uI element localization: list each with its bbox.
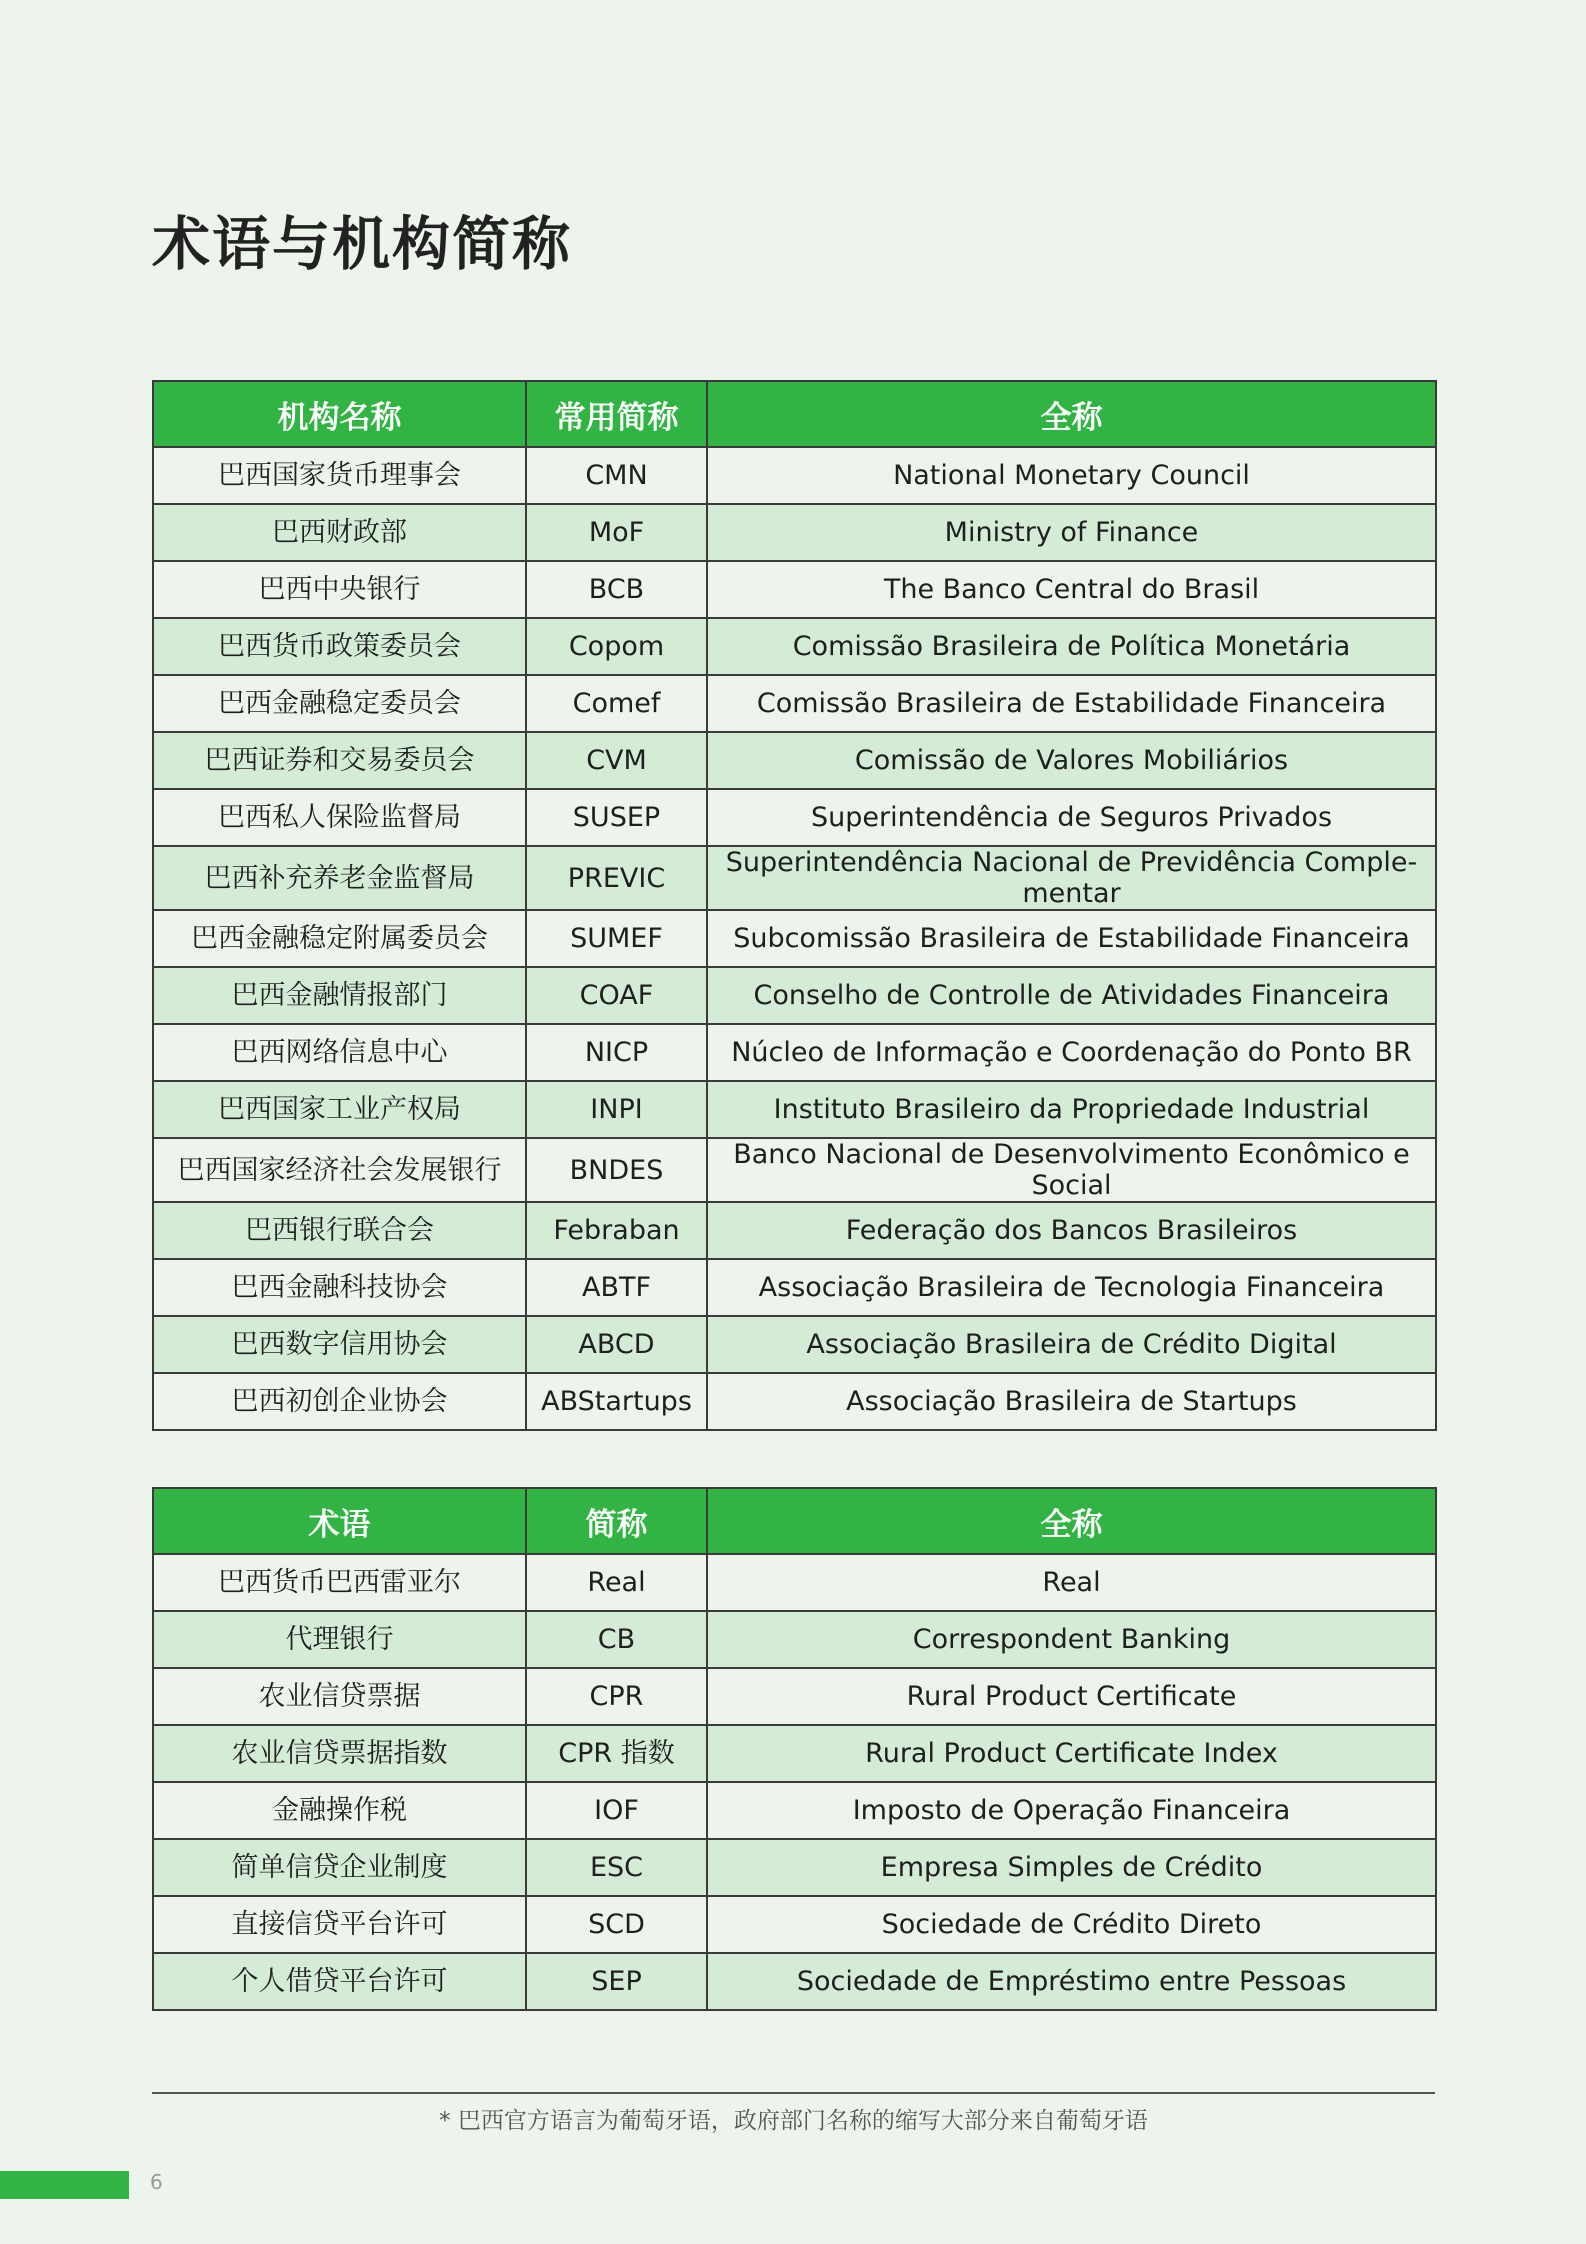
table-row [153, 675, 1436, 732]
cell-chinese-name: 巴西财政部 [153, 504, 526, 561]
cell-chinese-name: 直接信贷平台许可 [153, 1896, 526, 1953]
institutions-table [152, 380, 1437, 1431]
cell-full-name: National Monetary Council [707, 447, 1436, 504]
cell-chinese-name: 巴西金融科技协会 [153, 1259, 526, 1316]
cell-abbreviation: SUSEP [526, 789, 707, 846]
table-row [153, 447, 1436, 504]
table-row [153, 1782, 1436, 1839]
cell-abbreviation: SUMEF [526, 910, 707, 967]
cell-full-name: Correspondent Banking [707, 1611, 1436, 1668]
table-row [153, 1668, 1436, 1725]
cell-full-name: Instituto Brasileiro da Propriedade Industrial [707, 1081, 1436, 1138]
cell-chinese-name: 巴西中央银行 [153, 561, 526, 618]
table-row [153, 561, 1436, 618]
cell-abbreviation: ESC [526, 1839, 707, 1896]
cell-chinese-name: 巴西货币政策委员会 [153, 618, 526, 675]
cell-abbreviation: CVM [526, 732, 707, 789]
header-full-name: 全称 [707, 1488, 1436, 1554]
cell-full-name: Subcomissão Brasileira de Estabilidade Financeira [707, 910, 1436, 967]
cell-abbreviation: COAF [526, 967, 707, 1024]
cell-chinese-name: 巴西证券和交易委员会 [153, 732, 526, 789]
footnote: * 巴西官方语言为葡萄牙语，政府部门名称的缩写大部分来自葡萄牙语 [439, 2108, 1148, 2134]
cell-abbreviation: IOF [526, 1782, 707, 1839]
cell-chinese-name: 巴西补充养老金监督局 [153, 846, 526, 910]
cell-full-name: Núcleo de Informação e Coordenação do Ponto BR [707, 1024, 1436, 1081]
table-row [153, 1138, 1436, 1202]
cell-abbreviation: Copom [526, 618, 707, 675]
cell-full-name: Comissão Brasileira de Estabilidade Financeira [707, 675, 1436, 732]
cell-full-name: Sociedade de Empréstimo entre Pessoas [707, 1953, 1436, 2010]
table-row [153, 910, 1436, 967]
cell-full-name: Federação dos Bancos Brasileiros [707, 1202, 1436, 1259]
table-row [153, 1554, 1436, 1611]
cell-chinese-name: 巴西金融稳定委员会 [153, 675, 526, 732]
cell-full-name: Superintendência de Seguros Privados [707, 789, 1436, 846]
cell-chinese-name: 巴西网络信息中心 [153, 1024, 526, 1081]
cell-abbreviation: CB [526, 1611, 707, 1668]
cell-chinese-name: 巴西私人保险监督局 [153, 789, 526, 846]
cell-abbreviation: MoF [526, 504, 707, 561]
table-row [153, 1024, 1436, 1081]
cell-full-name: Rural Product Certificate Index [707, 1725, 1436, 1782]
cell-full-name: Ministry of Finance [707, 504, 1436, 561]
table-row [153, 732, 1436, 789]
cell-full-name: Associação Brasileira de Crédito Digital [707, 1316, 1436, 1373]
header-abbreviation: 简称 [526, 1488, 707, 1554]
cell-abbreviation: CMN [526, 447, 707, 504]
cell-chinese-name: 代理银行 [153, 1611, 526, 1668]
table-row [153, 789, 1436, 846]
header-institution-name: 机构名称 [153, 381, 526, 447]
header-abbreviation: 常用简称 [526, 381, 707, 447]
cell-abbreviation: SEP [526, 1953, 707, 2010]
cell-chinese-name: 农业信贷票据指数 [153, 1725, 526, 1782]
cell-full-name: Rural Product Certificate [707, 1668, 1436, 1725]
page-number: 6 [150, 2170, 163, 2194]
cell-chinese-name: 巴西国家经济社会发展银行 [153, 1138, 526, 1202]
cell-abbreviation: ABStartups [526, 1373, 707, 1430]
header-full-name: 全称 [707, 381, 1436, 447]
cell-abbreviation: INPI [526, 1081, 707, 1138]
table-row [153, 1316, 1436, 1373]
page-title: 术语与机构简称 [152, 210, 573, 278]
cell-chinese-name: 农业信贷票据 [153, 1668, 526, 1725]
table-row [153, 1373, 1436, 1430]
cell-abbreviation: BCB [526, 561, 707, 618]
cell-abbreviation: BNDES [526, 1138, 707, 1202]
cell-full-name: Comissão de Valores Mobiliários [707, 732, 1436, 789]
cell-full-name: Empresa Simples de Crédito [707, 1839, 1436, 1896]
table-row [153, 1081, 1436, 1138]
table-row [153, 504, 1436, 561]
table-row [153, 1839, 1436, 1896]
cell-abbreviation: Febraban [526, 1202, 707, 1259]
terms-table [152, 1487, 1437, 2011]
cell-abbreviation: CPR [526, 1668, 707, 1725]
cell-full-name: The Banco Central do Brasil [707, 561, 1436, 618]
cell-full-name: Real [707, 1554, 1436, 1611]
table-header-row [153, 1488, 1436, 1554]
footnote-divider [152, 2092, 1435, 2094]
page-accent-bar [0, 2171, 129, 2199]
cell-full-name: Banco Nacional de Desenvolvimento Econômico e Social [707, 1138, 1436, 1202]
cell-chinese-name: 巴西国家货币理事会 [153, 447, 526, 504]
header-term: 术语 [153, 1488, 526, 1554]
cell-chinese-name: 金融操作税 [153, 1782, 526, 1839]
cell-full-name: Superintendência Nacional de Previdência Comple-mentar [707, 846, 1436, 910]
cell-abbreviation: Real [526, 1554, 707, 1611]
cell-abbreviation: CPR 指数 [526, 1725, 707, 1782]
cell-chinese-name: 个人借贷平台许可 [153, 1953, 526, 2010]
table-header-row [153, 381, 1436, 447]
cell-abbreviation: SCD [526, 1896, 707, 1953]
cell-chinese-name: 巴西银行联合会 [153, 1202, 526, 1259]
cell-abbreviation: NICP [526, 1024, 707, 1081]
cell-full-name: Imposto de Operação Financeira [707, 1782, 1436, 1839]
cell-abbreviation: ABCD [526, 1316, 707, 1373]
cell-full-name: Conselho de Controlle de Atividades Financeira [707, 967, 1436, 1024]
table-row [153, 846, 1436, 910]
cell-full-name: Comissão Brasileira de Política Monetária [707, 618, 1436, 675]
cell-chinese-name: 巴西金融情报部门 [153, 967, 526, 1024]
cell-chinese-name: 巴西初创企业协会 [153, 1373, 526, 1430]
cell-full-name: Sociedade de Crédito Direto [707, 1896, 1436, 1953]
table-row [153, 967, 1436, 1024]
cell-abbreviation: PREVIC [526, 846, 707, 910]
cell-abbreviation: ABTF [526, 1259, 707, 1316]
cell-full-name: Associação Brasileira de Startups [707, 1373, 1436, 1430]
table-row [153, 1725, 1436, 1782]
cell-chinese-name: 巴西数字信用协会 [153, 1316, 526, 1373]
table-row [153, 1259, 1436, 1316]
cell-chinese-name: 巴西国家工业产权局 [153, 1081, 526, 1138]
table-row [153, 1611, 1436, 1668]
cell-abbreviation: Comef [526, 675, 707, 732]
table-row [153, 1202, 1436, 1259]
cell-chinese-name: 巴西金融稳定附属委员会 [153, 910, 526, 967]
cell-chinese-name: 简单信贷企业制度 [153, 1839, 526, 1896]
cell-chinese-name: 巴西货币巴西雷亚尔 [153, 1554, 526, 1611]
table-row [153, 1896, 1436, 1953]
table-row [153, 1953, 1436, 2010]
cell-full-name: Associação Brasileira de Tecnologia Financeira [707, 1259, 1436, 1316]
table-row [153, 618, 1436, 675]
